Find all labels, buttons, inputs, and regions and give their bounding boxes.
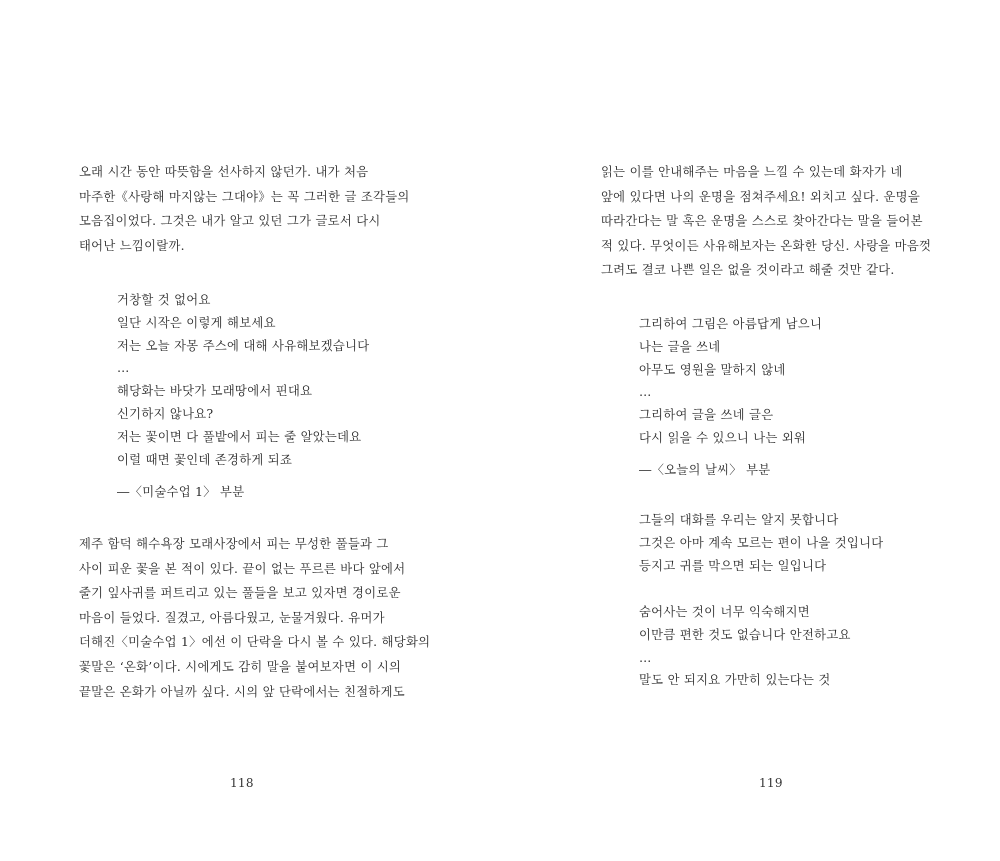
text-line: 모음집이었다. 그것은 내가 알고 있던 그가 글로서 다시: [79, 214, 381, 229]
poem-line: 신기하지 않나요?: [117, 406, 214, 421]
poem-line: 이만큼 편한 것도 없습니다 안전하고요: [639, 627, 851, 642]
left-poem-quote: [117, 289, 369, 471]
text-line: 앞에 있다면 나의 운명을 점쳐주세요! 외치고 싶다. 운명을: [601, 189, 921, 204]
right-poem-quote-1: [639, 313, 822, 450]
poem-line: 저는 오늘 자몽 주스에 대해 사유해보겠습니다: [117, 338, 370, 353]
right-paragraph-1: [601, 160, 931, 283]
text-line: 태어난 느낌이랄까.: [79, 238, 185, 253]
poem-line: …: [117, 361, 130, 376]
text-line: 제주 함덕 해수욕장 모래사장에서 피는 무성한 풀들과 그: [79, 537, 389, 551]
text-line: 마음이 들었다. 질겼고, 아름다웠고, 눈물겨웠다. 유머가: [79, 610, 385, 625]
poem-line: 아무도 영원을 말하지 않네: [639, 362, 786, 377]
text-line: 따라간다는 말 혹은 운명을 스스로 찾아간다는 말을 들어본: [601, 214, 923, 229]
poem-line: 그들의 대화를 우리는 알지 못합니다: [639, 513, 839, 527]
poem-line: 해당화는 바닷가 모래땅에서 핀대요: [117, 384, 313, 399]
left-paragraph-1: [79, 160, 410, 258]
poem-line: 등지고 귀를 막으면 되는 일입니다: [639, 558, 827, 573]
left-poem-attribution: ―〈미술수업 1〉 부분: [117, 485, 245, 499]
poem-line: 그리하여 그림은 아름답게 남으니: [639, 317, 823, 331]
text-line: 그려도 결코 나쁜 일은 없을 것이라고 해줄 것만 같다.: [601, 263, 895, 278]
poem-line: …: [639, 650, 652, 665]
text-line: 오래 시간 동안 따뜻함을 선사하지 않던가. 내가 처음: [79, 165, 369, 179]
poem-line: 저는 꽃이면 다 풀밭에서 피는 줄 알았는데요: [117, 429, 362, 444]
left-paragraph-2: [79, 532, 430, 704]
poem-line: 이럴 때면 꽃인데 존경하게 되죠: [117, 452, 293, 467]
text-line: 읽는 이를 안내해주는 마음을 느낄 수 있는데 화자가 네: [601, 165, 903, 179]
poem-line: 말도 안 되지요 가만히 있는다는 것: [639, 673, 831, 688]
page-number-left: 118: [230, 776, 254, 790]
right-poem-quote-3: [639, 601, 851, 692]
text-line: 꽃말은 ‘온화’이다. 시에게도 감히 말을 붙여보자면 이 시의: [79, 659, 402, 674]
page-number-right: 119: [759, 776, 783, 790]
text-line: 사이 피운 꽃을 본 적이 있다. 끝이 없는 푸르른 바다 앞에서: [79, 561, 406, 576]
text-line: 적 있다. 무엇이든 사유해보자는 온화한 당신. 사랑을 마음껏: [601, 238, 932, 253]
poem-line: 거창할 것 없어요: [117, 293, 211, 307]
right-poem-quote-2: [639, 509, 883, 577]
poem-line: 일단 시작은 이렇게 해보세요: [117, 315, 276, 330]
poem-line: 그리하여 글을 쓰네 글은: [639, 408, 774, 423]
poem-line: 나는 글을 쓰네: [639, 339, 721, 354]
text-line: 마주한《사랑해 마지않는 그대야》는 꼭 그러한 글 조각들의: [79, 189, 410, 204]
text-line: 줄기 잎사귀를 퍼트리고 있는 풀들을 보고 있자면 경이로운: [79, 586, 401, 601]
right-page: [500, 0, 1000, 861]
poem-line: 그것은 아마 계속 모르는 편이 나을 것입니다: [639, 535, 884, 550]
text-line: 끝말은 온화가 아닐까 싶다. 시의 앞 단락에서는 친절하게도: [79, 684, 405, 699]
poem-line: …: [639, 385, 652, 400]
poem-line: 다시 읽을 수 있으니 나는 외워: [639, 430, 807, 445]
poem-line: 숨어사는 것이 너무 익숙해지면: [639, 605, 810, 619]
right-poem-attribution: ―〈오늘의 날씨〉 부분: [639, 463, 771, 477]
text-line: 더해진〈미술수업 1〉에선 이 단락을 다시 볼 수 있다. 해당화의: [79, 635, 431, 650]
